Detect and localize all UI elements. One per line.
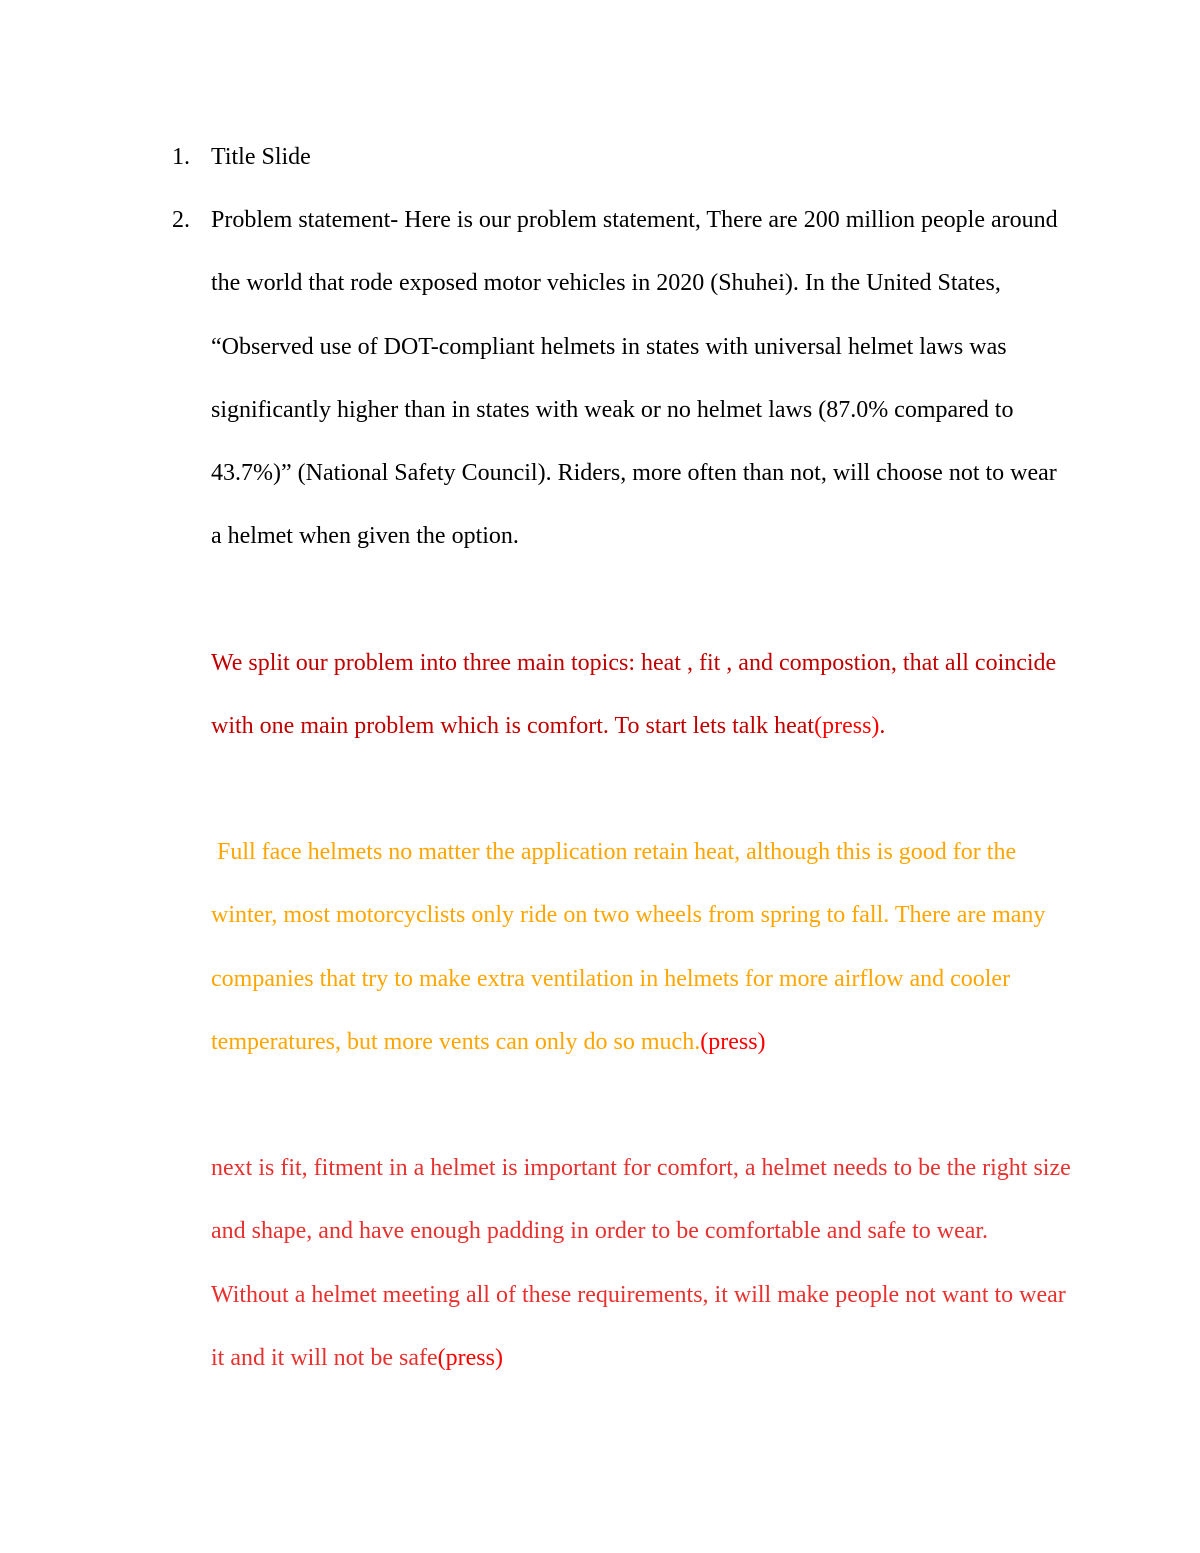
topics-paragraph-period: . — [879, 713, 886, 740]
list-item-problem-statement — [170, 189, 1070, 569]
topics-paragraph-text: We split our problem into three main topics: heat , fit , and compostion, that all coincide with one main problem which is comfort. To start lets talk heat — [211, 650, 1057, 740]
press-cue: (press) — [814, 713, 880, 740]
list-number: 1. — [172, 144, 190, 170]
list-item-text: Title Slide — [211, 144, 311, 170]
press-cue: (press) — [437, 1344, 503, 1371]
fit-paragraph — [211, 1137, 1071, 1390]
list-item-title-slide — [170, 126, 1070, 189]
topics-paragraph — [211, 632, 1071, 759]
heat-paragraph — [211, 821, 1071, 1074]
fit-paragraph-text: next is fit, fitment in a helmet is important for comfort, a helmet needs to be the right size and shape, and have enough padding in order to be comfortable and safe to wear. Without a helmet meeting all of these requirements, it will make people not want to wear it and it will not be safe — [211, 1155, 1071, 1371]
heat-paragraph-text: Full face helmets no matter the application retain heat, although this is good for the winter, most motorcyclists only ride on two wheels from spring to fall. There are many companies that try to make extra ventilation in helmets for more airflow and cooler temperatures, but more vents can only do so much. — [211, 839, 1052, 1055]
press-cue: (press) — [700, 1028, 766, 1055]
list-number: 2. — [172, 207, 190, 233]
problem-statement-text: Problem statement- Here is our problem statement, There are 200 million people around the world that rode exposed motor vehicles in 2020 (Shuhei). In the United States, “Observed use of DOT-compliant helmets in states with universal helmet laws was significantly higher than in states with weak or no helmet laws (87.0% compared to 43.7%)” (National Safety Council). Riders, more often than not, will choose not to wear a helmet when given the option. — [211, 207, 1058, 550]
